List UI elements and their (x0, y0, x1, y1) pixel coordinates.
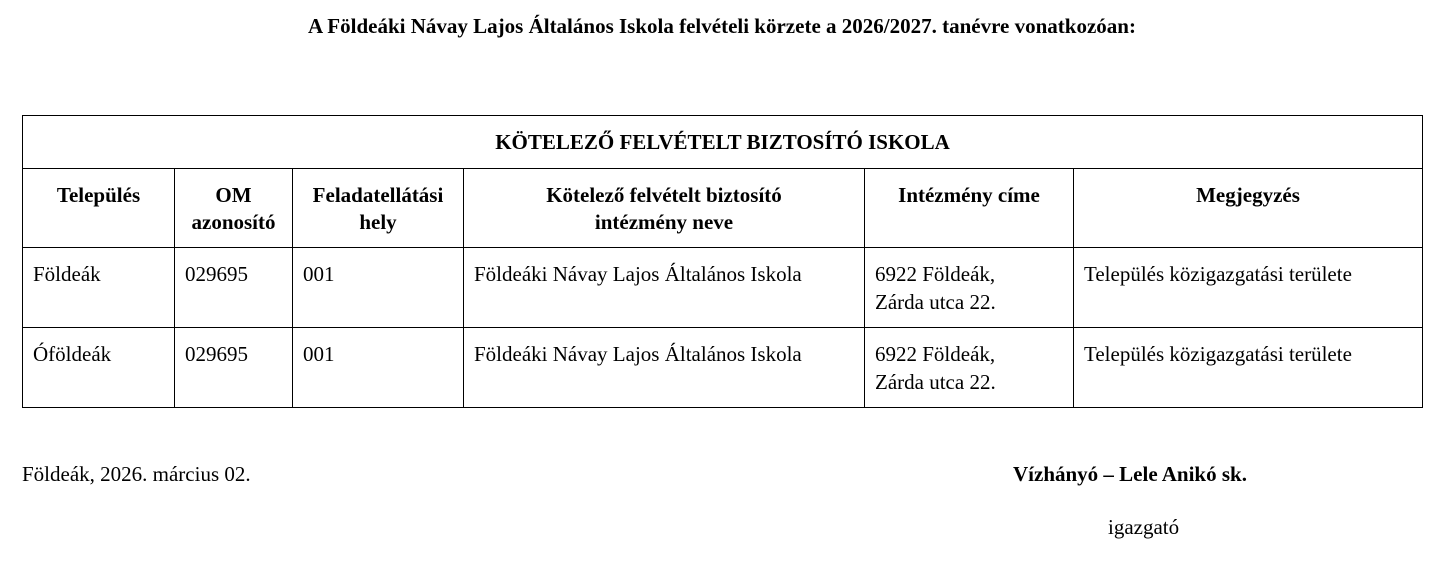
header-cim-line1: Intézmény címe (898, 183, 1040, 207)
cell-cim-line1: 6922 Földeák, (875, 342, 996, 366)
cell-cim-line2: Zárda utca 22. (875, 290, 996, 314)
header-intezmeny-line1: Kötelező felvételt biztosító (546, 183, 782, 207)
place-and-date: Földeák, 2026. március 02. (22, 462, 251, 486)
cell-megjegyzes: Település közigazgatási területe (1074, 328, 1423, 408)
cell-om-azonosito: 029695 (175, 248, 293, 328)
header-megjegyzes (1074, 169, 1423, 248)
table-caption-row (23, 116, 1423, 169)
header-om-line2: azonosító (191, 210, 276, 234)
header-feladatellatasi-hely (293, 169, 464, 248)
header-telepules-line1: Település (56, 183, 141, 207)
header-om-line1: OM (215, 183, 252, 207)
header-intezmeny-line2: intézmény neve (594, 210, 734, 234)
header-om-azonosito (175, 169, 293, 248)
cell-intezmeny-neve: Földeáki Návay Lajos Általános Iskola (464, 248, 865, 328)
cell-intezmeny-cime (865, 248, 1074, 328)
cell-feladatellatasi-hely: 001 (293, 248, 464, 328)
cell-feladatellatasi-hely: 001 (293, 328, 464, 408)
table-row (23, 248, 1423, 328)
document-title: A Földeáki Návay Lajos Általános Iskola felvételi körzete a 2026/2027. tanévre vonatkozóan: (308, 14, 1136, 38)
cell-om-azonosito: 029695 (175, 328, 293, 408)
header-telepules (23, 169, 175, 248)
admission-district-table (22, 115, 1423, 408)
header-megjegyzes-line1: Megjegyzés (1196, 183, 1300, 207)
cell-telepules: Óföldeák (23, 328, 175, 408)
cell-intezmeny-cime (865, 328, 1074, 408)
header-intezmeny-neve (464, 169, 865, 248)
header-hely-line1: Feladatellátási (312, 183, 444, 207)
header-hely-line2: hely (359, 210, 397, 234)
cell-cim-line1: 6922 Földeák, (875, 262, 996, 286)
cell-megjegyzes: Település közigazgatási területe (1074, 248, 1423, 328)
cell-intezmeny-neve: Földeáki Návay Lajos Általános Iskola (464, 328, 865, 408)
cell-cim-line2: Zárda utca 22. (875, 370, 996, 394)
signer-title: igazgató (1108, 515, 1180, 539)
table-caption: KÖTELEZŐ FELVÉTELT BIZTOSÍTÓ ISKOLA (23, 116, 1423, 169)
header-intezmeny-cime (865, 169, 1074, 248)
signer-name: Vízhányó – Lele Anikó sk. (1013, 462, 1247, 486)
table-row (23, 328, 1423, 408)
cell-telepules: Földeák (23, 248, 175, 328)
table-header-row (23, 169, 1423, 248)
